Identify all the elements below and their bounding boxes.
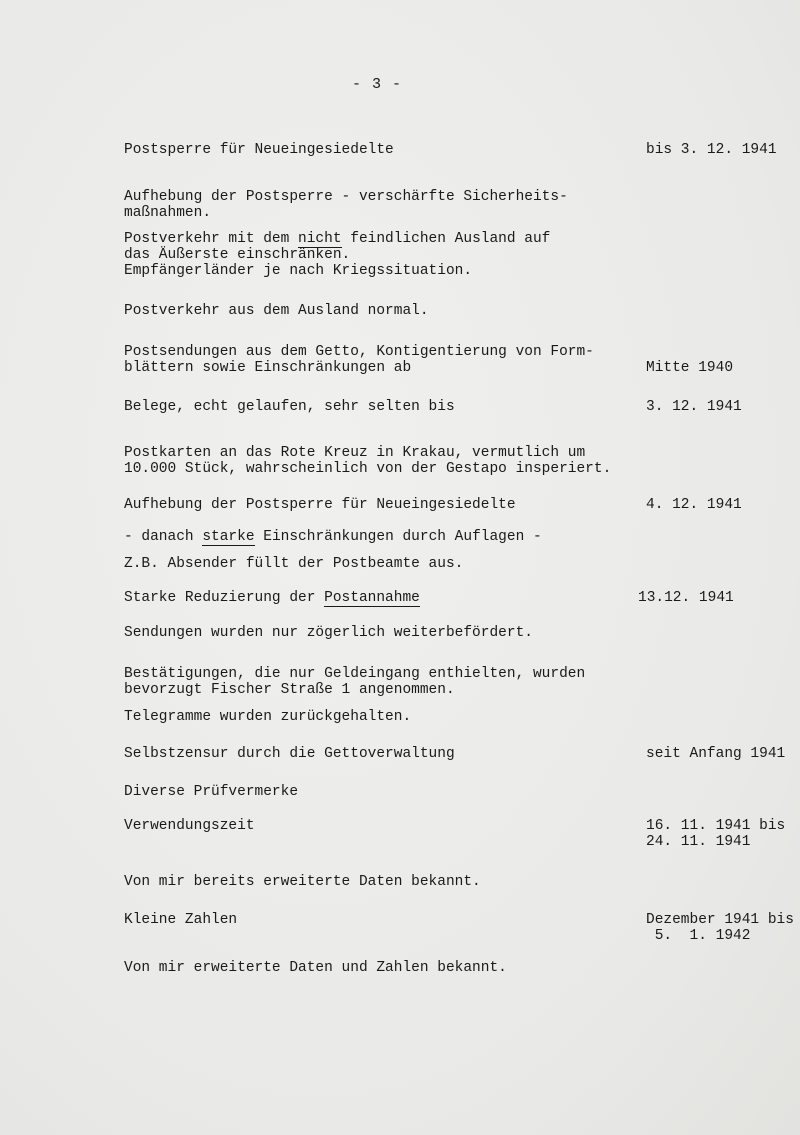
text-line: Aufhebung der Postsperre - verschärfte Sicherheits-: [124, 189, 568, 205]
date-entry: 5. 1. 1942: [646, 928, 751, 944]
text-line: [124, 231, 550, 247]
text-line: blättern sowie Einschränkungen ab: [124, 360, 412, 376]
date-entry: 16. 11. 1941 bis: [646, 818, 786, 834]
text-line: bevorzugt Fischer Straße 1 angenommen.: [124, 682, 455, 698]
date-entry: bis 3. 12. 1941: [646, 142, 777, 158]
text-line: Aufhebung der Postsperre für Neueingesiedelte: [124, 497, 516, 513]
text-line: Telegramme wurden zurückgehalten.: [124, 709, 412, 725]
text-line: Postsperre für Neueingesiedelte: [124, 142, 394, 158]
text-line: Postkarten an das Rote Kreuz in Krakau, vermutlich um: [124, 445, 586, 461]
text-line: [124, 590, 420, 606]
text-line: [124, 529, 542, 545]
date-entry: 4. 12. 1941: [646, 497, 742, 513]
text-segment: Starke Reduzierung der: [124, 590, 325, 606]
text-line: Belege, echt gelaufen, sehr selten bis: [124, 399, 455, 415]
underlined-word: starke: [202, 529, 255, 545]
date-entry: seit Anfang 1941: [646, 746, 786, 762]
text-segment: feindlichen Ausland auf: [341, 231, 551, 247]
page-number: - 3 -: [352, 76, 403, 93]
underlined-word: nicht: [298, 231, 342, 247]
text-line: Von mir bereits erweiterte Daten bekannt.: [124, 874, 481, 890]
text-line: Sendungen wurden nur zögerlich weiterbefördert.: [124, 625, 533, 641]
text-line: Bestätigungen, die nur Geldeingang enthielten, wurden: [124, 666, 586, 682]
underlined-word: Postannahme: [324, 590, 420, 606]
text-segment: - danach: [124, 529, 203, 545]
text-segment: Postverkehr mit dem: [124, 231, 299, 247]
date-entry: Mitte 1940: [646, 360, 734, 376]
text-line: Diverse Prüfvermerke: [124, 784, 299, 800]
date-entry: 13.12. 1941: [638, 590, 734, 606]
text-segment: Einschränkungen durch Auflagen -: [254, 529, 542, 545]
text-line: 10.000 Stück, wahrscheinlich von der Gestapo insperiert.: [124, 461, 612, 477]
text-line: Postsendungen aus dem Getto, Kontigentierung von Form-: [124, 344, 594, 360]
text-line: Empfängerländer je nach Kriegssituation.: [124, 263, 473, 279]
text-line: Postverkehr aus dem Ausland normal.: [124, 303, 429, 319]
text-line: maßnahmen.: [124, 205, 212, 221]
date-entry: 3. 12. 1941: [646, 399, 742, 415]
date-entry: Dezember 1941 bis: [646, 912, 794, 928]
text-line: Verwendungszeit: [124, 818, 255, 834]
date-entry: 24. 11. 1941: [646, 834, 751, 850]
text-line: Von mir erweiterte Daten und Zahlen bekannt.: [124, 960, 507, 976]
text-line: Kleine Zahlen: [124, 912, 238, 928]
text-line: das Äußerste einschränken.: [124, 247, 351, 263]
text-line: Z.B. Absender füllt der Postbeamte aus.: [124, 556, 464, 572]
text-line: Selbstzensur durch die Gettoverwaltung: [124, 746, 455, 762]
